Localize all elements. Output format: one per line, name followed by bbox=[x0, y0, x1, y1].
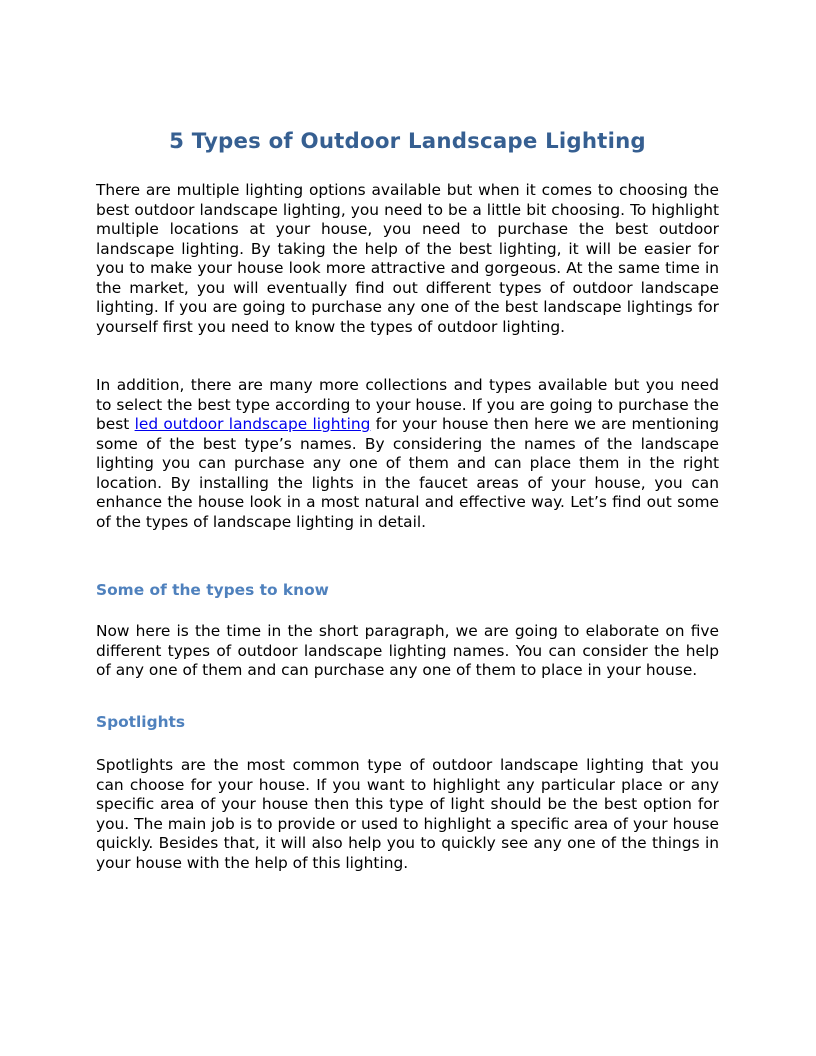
intro-paragraph: There are multiple lighting options available but when it comes to choosing the best outdoor landscape lighting, you need to be a little bit choosing. To highlight multiple locations at your house, you need to purchase the best outdoor landscape lighting. By taking the help of the best lighting, it will be easier for you to make your house look more attractive and gorgeous. At the same time in the market, you will eventually find out different types of outdoor landscape lighting. If you are going to purchase any one of the best landscape lightings for yourself first you need to know the types of outdoor lighting. bbox=[96, 181, 719, 336]
section-paragraph: Now here is the time in the short paragraph, we are going to elaborate on five different types of outdoor landscape lighting names. You can consider the help of any one of them and can purchase any one of them to place in your house. bbox=[96, 622, 719, 679]
second-paragraph-text-after-link: for your house then here we are mentioning some of the best type’s names. By considering the names of the landscape lighting you can purchase any one of them and can place them in the right location. By installing the lights in the faucet areas of your house, you can enhance the house look in a most natural and effective way. Let’s find out some of the types of landscape lighting in detail. bbox=[96, 415, 719, 531]
page-title: 5 Types of Outdoor Landscape Lighting bbox=[169, 129, 646, 154]
second-paragraph bbox=[96, 376, 719, 532]
section-heading: Some of the types to know bbox=[96, 581, 329, 599]
spotlights-paragraph: Spotlights are the most common type of outdoor landscape lighting that you can choose for your house. If you want to highlight any particular place or any specific area of your house then this type of light should be the best option for you. The main job is to provide or used to highlight a specific area of your house quickly. Besides that, it will also help you to quickly see any one of the things in your house with the help of this lighting. bbox=[96, 756, 719, 872]
second-paragraph-text-before-link: In addition, there are many more collections and types available but you need to select the best type according to your house. If you are going to purchase the best bbox=[96, 376, 719, 433]
led-outdoor-landscape-lighting-link[interactable]: led outdoor landscape lighting bbox=[134, 415, 371, 433]
spotlights-heading: Spotlights bbox=[96, 713, 186, 731]
